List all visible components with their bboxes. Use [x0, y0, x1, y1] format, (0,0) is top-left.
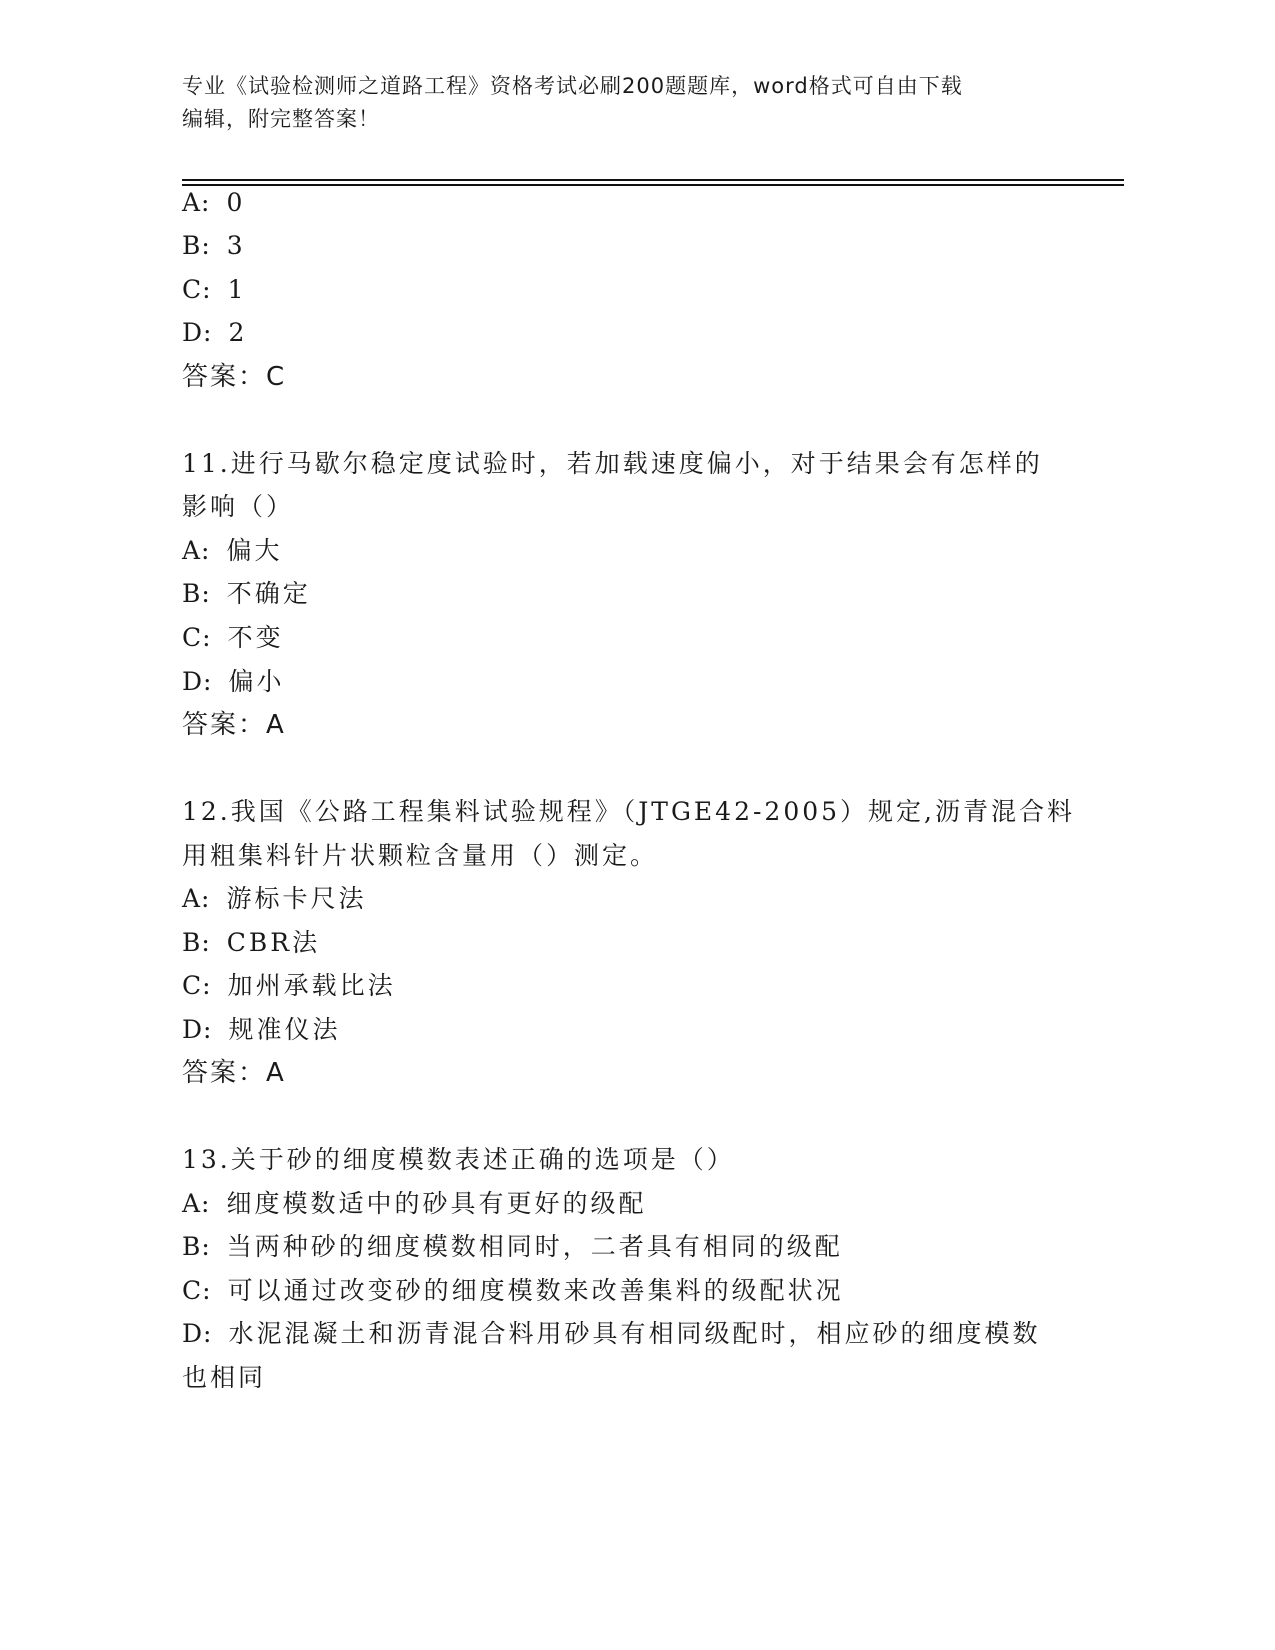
header-divider-bottom — [182, 184, 1124, 186]
q12-option-c: C: 加州承载比法 — [182, 971, 396, 1000]
q11-answer: 答案：A — [182, 710, 286, 740]
q10-option-b: B: 3 — [182, 231, 246, 260]
q13-option-d-line-2: 也相同 — [182, 1363, 267, 1392]
q10-option-d: D: 2 — [182, 318, 248, 347]
q12-option-a: A: 游标卡尺法 — [182, 884, 367, 913]
header-divider-top — [182, 179, 1124, 181]
q13-option-b: B: 当两种砂的细度模数相同时，二者具有相同的级配 — [182, 1232, 843, 1261]
q11-option-d: D: 偏小 — [182, 667, 285, 696]
q12-answer: 答案：A — [182, 1058, 286, 1088]
q11-option-b: B: 不确定 — [182, 579, 311, 608]
q11-stem-line-2: 影响（） — [182, 492, 295, 521]
q11-option-a: A: 偏大 — [182, 536, 283, 565]
header-line-1: 专业《试验检测师之道路工程》资格考试必刷200题题库，word格式可自由下载 — [182, 74, 963, 98]
q12-option-b: B: CBR法 — [182, 928, 321, 957]
q12-option-d: D: 规准仪法 — [182, 1015, 341, 1044]
q11-option-c: C: 不变 — [182, 623, 284, 652]
q13-stem-line-1: 13.关于砂的细度模数表述正确的选项是（） — [182, 1145, 735, 1174]
q10-option-a: A: 0 — [182, 188, 246, 217]
document-header — [182, 70, 1082, 136]
q12-stem-line-1: 12.我国《公路工程集料试验规程》（JTGE42-2005）规定,沥青混合料 — [182, 797, 1076, 826]
header-line-2: 编辑，附完整答案！ — [182, 107, 380, 131]
q13-option-d: D: 水泥混凝土和沥青混合料用砂具有相同级配时，相应砂的细度模数 — [182, 1319, 1041, 1348]
q12-stem-line-2: 用粗集料针片状颗粒含量用（）测定。 — [182, 841, 659, 870]
q10-answer: 答案：C — [182, 362, 287, 392]
q13-option-c: C: 可以通过改变砂的细度模数来改善集料的级配状况 — [182, 1276, 844, 1305]
q10-option-c: C: 1 — [182, 275, 247, 304]
q11-stem-line-1: 11.进行马歇尔稳定度试验时，若加载速度偏小，对于结果会有怎样的 — [182, 449, 1043, 478]
q13-option-a: A: 细度模数适中的砂具有更好的级配 — [182, 1189, 647, 1218]
